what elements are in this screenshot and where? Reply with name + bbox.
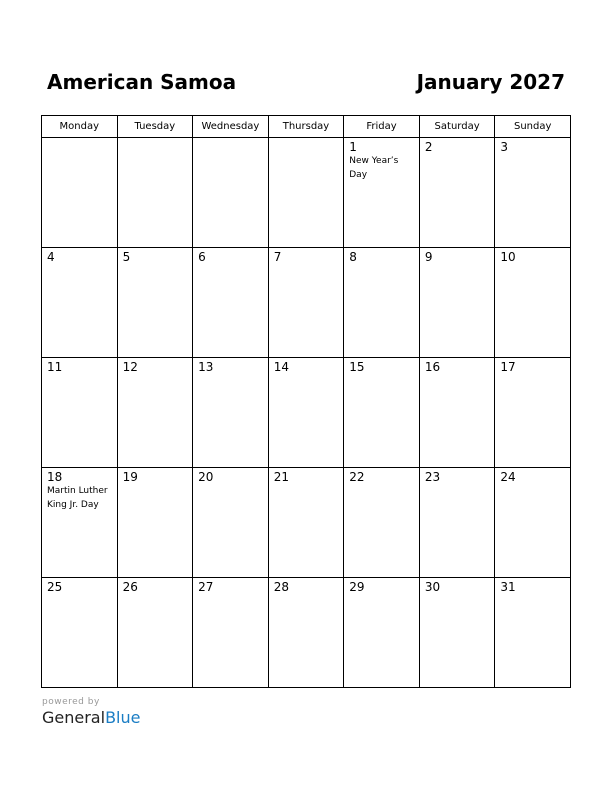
day-number: 2 [424,140,433,154]
day-number: 26 [122,580,138,594]
day-cell [268,358,344,468]
day-cell [193,578,269,688]
brand-general: General [42,708,106,727]
day-cell [495,248,571,358]
day-number: 16 [424,360,441,374]
day-cell [495,138,571,248]
day-number: 6 [198,250,206,264]
weekday-wednesday: Wednesday [193,116,269,138]
day-cell [193,468,269,578]
day-cell [419,138,495,248]
day-number: 17 [500,360,516,374]
day-number: 31 [500,580,516,594]
region-title: American Samoa [47,70,237,94]
day-cell [193,358,269,468]
day-cell [117,248,193,358]
day-number: 27 [198,580,214,594]
weekday-saturday: Saturday [419,116,495,138]
day-number: 8 [349,250,357,264]
day-cell [193,138,269,248]
weekday-header-row [42,116,571,138]
powered-by-text: powered by [42,697,100,707]
day-cell [344,358,420,468]
holiday-label: New Year’s Day [349,156,399,180]
day-cell [495,468,571,578]
day-cell [42,138,118,248]
day-cell [419,248,495,358]
day-number: 19 [122,470,138,484]
day-cell [419,578,495,688]
day-number: 3 [500,140,509,154]
weekday-sunday: Sunday [495,116,571,138]
day-cell [344,248,420,358]
day-cell [117,578,193,688]
day-cell [495,358,571,468]
day-number: 5 [122,250,131,264]
day-cell [268,578,344,688]
day-number: 15 [349,360,365,374]
holiday-label: Martin Luther King Jr. Day [47,486,108,510]
day-cell [42,358,118,468]
day-cell [268,468,344,578]
day-number: 24 [500,470,516,484]
day-cell [419,468,495,578]
day-number: 20 [198,470,214,484]
calendar-header [47,70,565,100]
day-number: 21 [273,470,289,484]
day-number: 18 [47,470,63,484]
day-cell [268,248,344,358]
month-year-title: January 2027 [416,70,565,94]
day-number: 7 [273,250,282,264]
day-number: 29 [349,580,365,594]
day-number: 25 [47,580,63,594]
weekday-tuesday: Tuesday [117,116,193,138]
day-cell [268,138,344,248]
week-row [42,248,571,358]
day-cell [117,358,193,468]
week-row [42,358,571,468]
day-cell [344,138,420,248]
day-number: 14 [273,360,289,374]
day-cell [42,578,118,688]
day-number: 1 [349,140,357,154]
day-number: 4 [47,250,55,264]
day-cell [117,138,193,248]
day-number: 10 [500,250,516,264]
day-number: 9 [424,250,433,264]
day-cell [117,468,193,578]
day-cell [344,468,420,578]
day-cell [193,248,269,358]
day-cell [495,578,571,688]
day-number: 12 [122,360,138,374]
week-row [42,468,571,578]
week-row [42,138,571,248]
day-cell [42,248,118,358]
brand-logo [42,708,140,728]
day-number: 28 [273,580,289,594]
calendar-grid [41,115,571,688]
day-cell [344,578,420,688]
brand-blue: Blue [105,708,141,727]
day-number: 30 [424,580,441,594]
day-cell [419,358,495,468]
footer [42,697,140,728]
day-number: 13 [198,360,214,374]
weekday-thursday: Thursday [268,116,344,138]
weekday-monday: Monday [42,116,118,138]
day-number: 11 [47,360,63,374]
weekday-friday: Friday [344,116,420,138]
day-cell [42,468,118,578]
week-row [42,578,571,688]
day-number: 23 [424,470,441,484]
day-number: 22 [349,470,365,484]
